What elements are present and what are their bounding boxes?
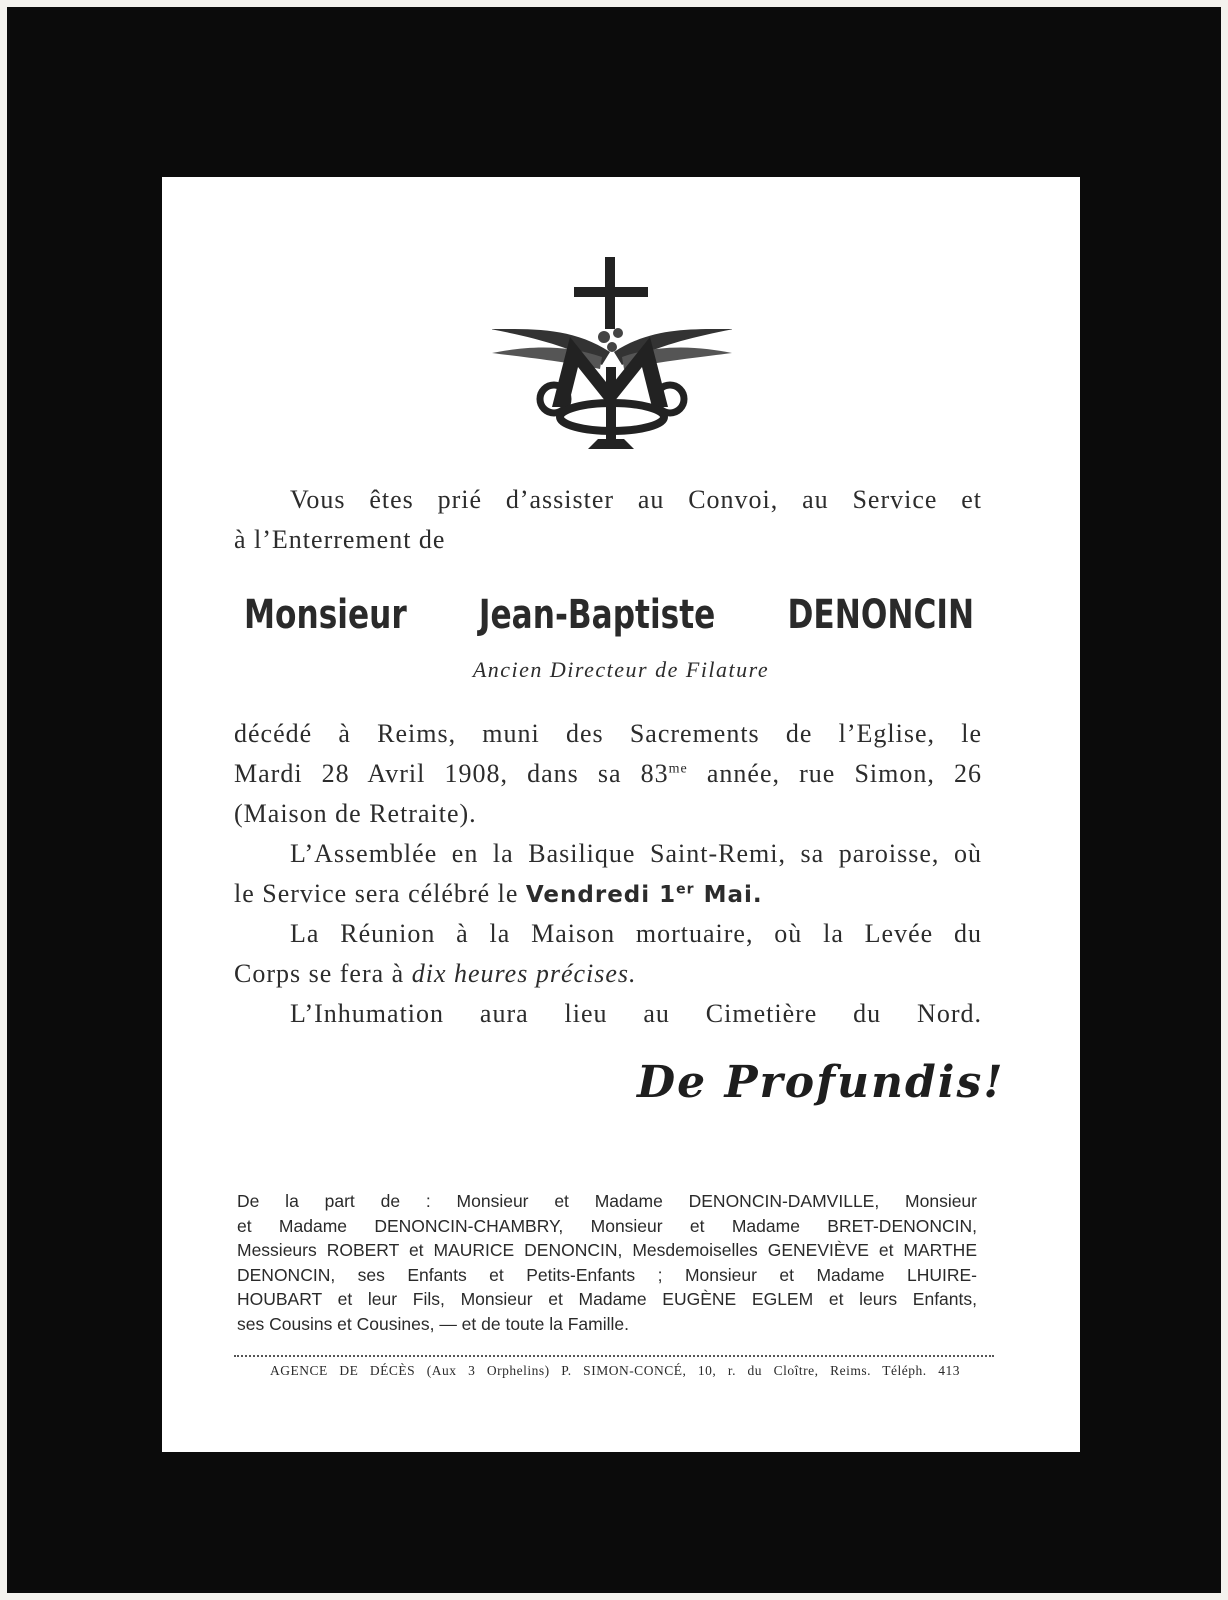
- reunion-time: dix heures précises.: [411, 959, 637, 988]
- death-line-1: décédé à Reims, muni des Sacrements de l’Eglise, le: [234, 719, 982, 748]
- reunion-line-2-start: Corps se fera à: [234, 959, 412, 988]
- funeral-notice-card: [162, 177, 1080, 1452]
- family-row: De la part de : Monsieur et Madame DENONCIN-DAMVILLE, Monsieur: [237, 1191, 977, 1211]
- death-line-3: (Maison de Retraite).: [234, 799, 477, 828]
- family-row: Messieurs ROBERT et MAURICE DENONCIN, Mesdemoiselles GENEVIÈVE et MARTHE: [237, 1240, 977, 1261]
- assembly-line-2: [234, 879, 763, 909]
- burial-line: L’Inhumation aura lieu au Cimetière du Nord.: [290, 999, 982, 1028]
- family-list: [237, 1189, 977, 1337]
- death-age-suffix: me: [668, 761, 688, 777]
- funeral-agency-footer: AGENCE DE DÉCÈS (Aux 3 Orphelins) P. SIMON-CONCÉ, 10, r. du Cloître, Reims. Téléph. 413: [270, 1363, 960, 1378]
- family-row: DENONCIN, ses Enfants et Petits-Enfants ; Monsieur et Madame LHUIRE-: [237, 1264, 977, 1285]
- cross-marian-monogram-icon: [492, 257, 732, 457]
- assembly-line-1: L’Assemblée en la Basilique Saint-Remi, sa paroisse, où: [290, 839, 982, 868]
- deceased-name: Monsieur Jean-Baptiste DENONCIN: [244, 592, 975, 638]
- deceased-title: Ancien Directeur de Filature: [472, 657, 770, 682]
- invitation-line-2: à l’Enterrement de: [234, 525, 446, 554]
- mourning-border: [7, 7, 1221, 1593]
- death-line-2-start: Mardi 28 Avril 1908, dans sa 83: [234, 759, 669, 788]
- de-profundis: De Profundis!: [637, 1057, 1005, 1108]
- footer-divider: [234, 1355, 994, 1357]
- service-date-end: Mai.: [694, 882, 763, 908]
- family-row: ses Cousins et Cousines, — et de toute la Famille.: [237, 1313, 629, 1334]
- service-date-main: Vendredi 1: [525, 882, 677, 908]
- family-row: HOUBART et leur Fils, Monsieur et Madame EUGÈNE EGLEM et leurs Enfants,: [237, 1289, 977, 1310]
- service-date-suffix: er: [676, 881, 695, 898]
- reunion-line-2: [234, 959, 637, 989]
- death-line-2: [234, 759, 982, 789]
- family-row: et Madame DENONCIN-CHAMBRY, Monsieur et Madame BRET-DENONCIN,: [237, 1215, 977, 1236]
- invitation-line-1: Vous êtes prié d’assister au Convoi, au Service et: [290, 485, 982, 514]
- death-line-2-end: année, rue Simon, 26: [687, 759, 983, 788]
- assembly-line-2-start: le Service sera célébré le: [234, 879, 526, 908]
- service-date: [526, 882, 763, 908]
- reunion-line-1: La Réunion à la Maison mortuaire, où la Levée du: [290, 919, 982, 948]
